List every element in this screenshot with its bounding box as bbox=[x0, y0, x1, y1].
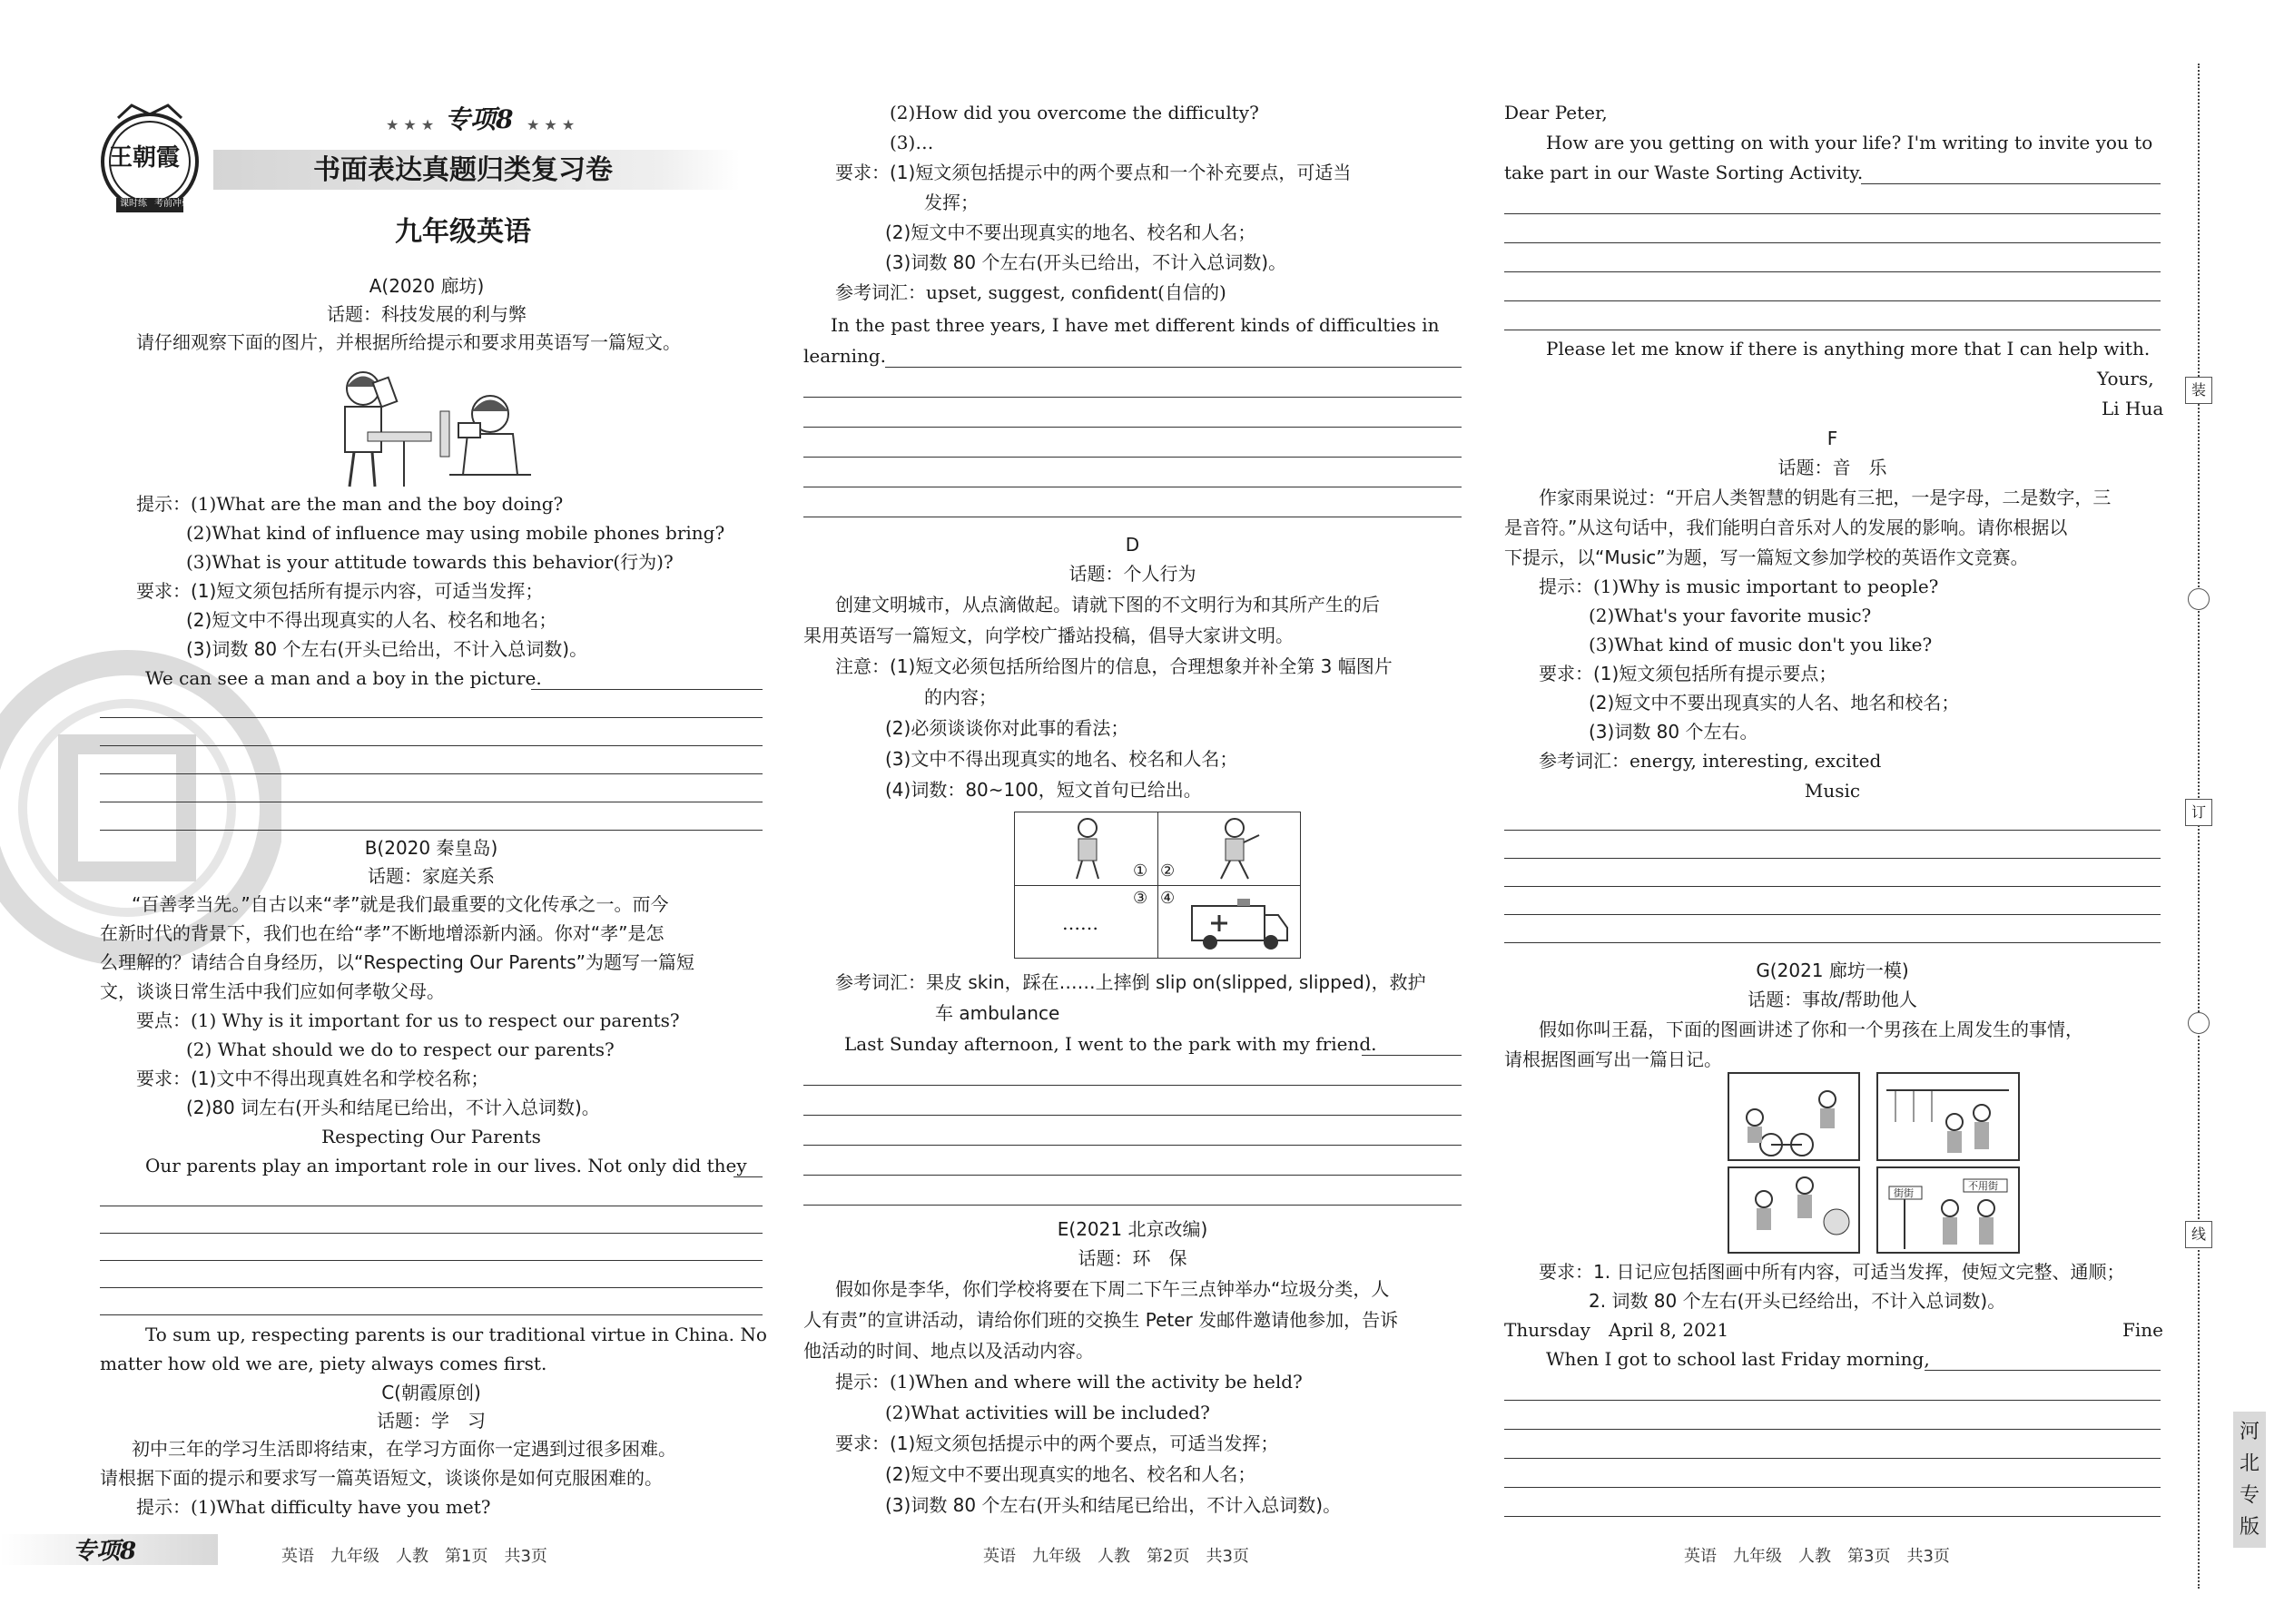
sectionE-topic: 话题：环 保 bbox=[1078, 1247, 1187, 1269]
writing-line[interactable] bbox=[1504, 242, 2161, 243]
sectionC-vocab: 参考词汇：upset, suggest, confident(自信的) bbox=[835, 281, 1226, 303]
sectionA-hint-1: 提示：(1)What are the man and the boy doing? bbox=[136, 493, 564, 515]
writing-line[interactable] bbox=[1504, 213, 2161, 214]
sectionE-closing: Please let me know if there is anything more that I can help with. bbox=[1546, 338, 2151, 359]
sectionG-date: Thursday April 8, 2021 bbox=[1504, 1319, 1729, 1341]
stars-left: ★ ★ ★ bbox=[386, 116, 435, 133]
sectionG-intro-1: 假如你叫王磊，下面的图画讲述了你和一个男孩在上周发生的事情， bbox=[1539, 1019, 2083, 1040]
sectionF-vocab: 参考词汇：energy, interesting, excited bbox=[1539, 750, 1882, 772]
sectionB-intro-3: 么理解的？请结合自身经历，以“Respecting Our Parents”为题写一篇短 bbox=[100, 951, 695, 973]
writing-line[interactable] bbox=[100, 773, 763, 774]
page-subtitle: 九年级英语 bbox=[395, 216, 531, 248]
sectionD-note-5: (4)词数：80~100，短文首句已给出。 bbox=[885, 779, 1202, 801]
sectionA-req-1: 要求：(1)短文须包括所有提示内容，可适当发挥； bbox=[136, 580, 544, 602]
sectionA-hint-2: (2)What kind of influence may using mobile phones bring? bbox=[186, 522, 725, 544]
writing-line[interactable] bbox=[1504, 1516, 2161, 1517]
writing-line[interactable] bbox=[1504, 830, 2161, 831]
sectionD-note-3: (2)必须谈谈你对此事的看法； bbox=[885, 717, 1129, 739]
sectionC-req-3: (2)短文中不要出现真实的地名、校名和人名； bbox=[885, 221, 1256, 243]
writing-line[interactable] bbox=[803, 397, 1462, 398]
sectionF-hint-2: (2)What's your favorite music? bbox=[1589, 605, 1872, 626]
writing-line[interactable] bbox=[100, 1233, 763, 1234]
sectionA-req-2: (2)短文中不得出现真实的人名、校名和地名； bbox=[186, 609, 557, 631]
sectionE-opening-1: How are you getting on with your life? I'm writing to invite you to bbox=[1546, 132, 2153, 153]
sectionD-vocab-2: 车 ambulance bbox=[935, 1002, 1060, 1024]
sectionF-head: F bbox=[1826, 428, 1838, 449]
writing-line[interactable] bbox=[1861, 183, 2161, 184]
sectionE-req-2: (2)短文中不要出现真实的地名、校名和人名； bbox=[885, 1463, 1256, 1485]
sectionD-head: D bbox=[1125, 534, 1140, 556]
sectionC-intro-2: 请根据下面的提示和要求写一篇英语短文，谈谈你是如何克服困难的。 bbox=[100, 1467, 663, 1489]
sectionG-opening: When I got to school last Friday morning, bbox=[1546, 1348, 1930, 1370]
writing-line[interactable] bbox=[1504, 886, 2161, 887]
sectionG-req-2: 2. 词数 80 个左右(开头已经给出，不计入总词数)。 bbox=[1589, 1290, 2006, 1312]
writing-line[interactable] bbox=[1504, 271, 2161, 272]
sectionE-intro-2: 人有责”的宣讲活动，请给你们班的交换生 Peter 发邮件邀请他参加，告诉 bbox=[803, 1309, 1399, 1331]
sectionG-req-1: 要求：1. 日记应包括图画中所有内容，可适当发挥，使短文完整、通顺； bbox=[1539, 1261, 2125, 1283]
sectionB-intro-2: 在新时代的背景下，我们也在给“孝”不断地增添新内涵。你对“孝”是怎 bbox=[100, 922, 665, 944]
writing-line[interactable] bbox=[1504, 1400, 2161, 1401]
sectionA-req-3: (3)词数 80 个左右(开头已给出，不计入总词数)。 bbox=[186, 638, 588, 660]
footer-page-3: 英语 九年级 人教 第3页 共3页 bbox=[1684, 1547, 1950, 1566]
writing-line[interactable] bbox=[803, 1205, 1462, 1206]
sectionD-vocab-1: 参考词汇：果皮 skin，踩在……上摔倒 slip on(slipped, slipped)，救护 bbox=[835, 971, 1426, 993]
sectionF-intro-1: 作家雨果说过：“开启人类智慧的钥匙有三把，一是字母，二是数字，三 bbox=[1539, 487, 2112, 508]
writing-line[interactable] bbox=[1504, 1429, 2161, 1430]
sectionC-intro-1: 初中三年的学习生活即将结束，在学习方面你一定遇到过很多困难。 bbox=[132, 1438, 676, 1460]
sectionE-hint-2: (2)What activities will be included? bbox=[885, 1402, 1210, 1423]
writing-line[interactable] bbox=[733, 1176, 763, 1177]
writing-line[interactable] bbox=[803, 457, 1462, 458]
writing-line[interactable] bbox=[100, 745, 763, 746]
writing-line[interactable] bbox=[1504, 1458, 2161, 1459]
sectionD-intro-2: 果用英语写一篇短文，向学校广播站投稿，倡导大家讲文明。 bbox=[803, 625, 1294, 646]
writing-line[interactable] bbox=[100, 1260, 763, 1261]
writing-line[interactable] bbox=[1362, 1055, 1462, 1056]
sectionF-req-3: (3)词数 80 个左右。 bbox=[1589, 721, 1758, 743]
sectionF-hint-3: (3)What kind of music don't you like? bbox=[1589, 634, 1933, 655]
page-title: 书面表达真题归类复习卷 bbox=[313, 154, 613, 186]
sectionC-req-4: (3)词数 80 个左右(开头已给出，不计入总词数)。 bbox=[885, 251, 1287, 273]
sectionB-point-1: 要点：(1) Why is it important for us to respect our parents? bbox=[136, 1009, 680, 1031]
throwing-peel-figure bbox=[1203, 815, 1266, 881]
binding-mark-2: 订 bbox=[2185, 799, 2212, 826]
sectionB-head: B(2020 秦皇岛) bbox=[364, 837, 498, 859]
sectionF-essay-title: Music bbox=[1804, 780, 1861, 802]
footer-page-2: 英语 九年级 人教 第2页 共3页 bbox=[983, 1547, 1249, 1566]
sectionE-req-1: 要求：(1)短文须包括提示中的两个要点，可适当发挥； bbox=[835, 1432, 1279, 1454]
sectionC-hint-1: 提示：(1)What difficulty have you met? bbox=[136, 1496, 491, 1518]
sectionB-opening: Our parents play an important role in our lives. Not only did they bbox=[145, 1155, 747, 1176]
sectionB-closing-1: To sum up, respecting parents is our traditional virtue in China. No bbox=[145, 1324, 767, 1345]
sectionE-intro-1: 假如你是李华，你们学校将要在下周二下午三点钟举办“垃圾分类，人 bbox=[835, 1278, 1390, 1300]
writing-line[interactable] bbox=[1504, 300, 2161, 301]
sectionC-req-1: 要求：(1)短文须包括提示中的两个要点和一个补充要点，可适当 bbox=[835, 162, 1352, 183]
sectionE-salutation: Dear Peter, bbox=[1504, 102, 1608, 123]
writing-line[interactable] bbox=[531, 689, 763, 690]
panel-4-label: ④ bbox=[1160, 889, 1176, 908]
writing-line[interactable] bbox=[803, 1145, 1462, 1146]
sectionC-head: C(朝霞原创) bbox=[381, 1382, 481, 1403]
sectionG-intro-2: 请根据图画写出一篇日记。 bbox=[1504, 1048, 1722, 1070]
writing-line[interactable] bbox=[100, 1314, 763, 1315]
sectionA-hint-3: (3)What is your attitude towards this behavior(行为)? bbox=[186, 551, 674, 573]
binding-mark-1: 装 bbox=[2185, 377, 2212, 404]
sectionF-req-1: 要求：(1)短文须包括所有提示要点； bbox=[1539, 663, 1837, 684]
writing-line[interactable] bbox=[1504, 1487, 2161, 1488]
sectionG-topic: 话题：事故/帮助他人 bbox=[1748, 989, 1917, 1010]
sectionE-req-3: (3)词数 80 个左右(开头和结尾已给出，不计入总词数)。 bbox=[885, 1494, 1342, 1516]
writing-line[interactable] bbox=[1925, 1370, 2161, 1371]
sectionE-opening-2: take part in our Waste Sorting Activity. bbox=[1504, 162, 1864, 183]
binding-line bbox=[2198, 64, 2200, 1589]
brand-tag-right: 考前冲刺 bbox=[154, 199, 191, 209]
writing-line[interactable] bbox=[1504, 914, 2161, 915]
sign-text-2: 不用街 bbox=[1968, 1180, 1998, 1192]
sectionC-hint-2: (2)How did you overcome the difficulty? bbox=[890, 102, 1259, 123]
sectionD-topic: 话题：个人行为 bbox=[1068, 563, 1196, 585]
sectionC-opening-1: In the past three years, I have met different kinds of difficulties in bbox=[831, 314, 1440, 336]
stars-right: ★ ★ ★ bbox=[527, 116, 576, 133]
edition-label: 河北专版 bbox=[2239, 1421, 2260, 1539]
sectionG-weather: Fine bbox=[2122, 1319, 2163, 1341]
sectionC-opening-2: learning. bbox=[803, 345, 887, 367]
sectionA-opening: We can see a man and a boy in the picture. bbox=[145, 667, 542, 689]
binding-hole bbox=[2188, 1012, 2210, 1034]
sectionC-topic: 话题：学 习 bbox=[377, 1410, 486, 1432]
sectionD-note-2: 的内容； bbox=[924, 686, 997, 708]
sectionA-illustration bbox=[313, 361, 536, 488]
sectionE-signoff: Yours, bbox=[2097, 368, 2154, 389]
writing-line[interactable] bbox=[1504, 858, 2161, 859]
sectionB-topic: 话题：家庭关系 bbox=[368, 865, 495, 887]
sign-text-1: 街街 bbox=[1894, 1187, 1914, 1199]
writing-line[interactable] bbox=[100, 717, 763, 718]
sectionC-hint-3: (3)… bbox=[890, 132, 934, 153]
sectionD-intro-1: 创建文明城市，从点滴做起。请就下图的不文明行为和其所产生的后 bbox=[835, 594, 1380, 615]
sectionB-intro-4: 文，谈谈日常生活中我们应如何孝敬父母。 bbox=[100, 980, 445, 1002]
writing-line[interactable] bbox=[803, 1175, 1462, 1176]
sectionE-hint-1: 提示：(1)When and where will the activity be held? bbox=[835, 1371, 1303, 1393]
sectionF-intro-3: 下提示，以“Music”为题，写一篇短文参加学校的英语作文竞赛。 bbox=[1504, 546, 2029, 568]
writing-line[interactable] bbox=[803, 1115, 1462, 1116]
sectionE-name: Li Hua bbox=[2102, 398, 2164, 419]
footer-page-1: 英语 九年级 人教 第1页 共3页 bbox=[281, 1547, 547, 1566]
sectionF-req-2: (2)短文中不要出现真实的人名、地名和校名； bbox=[1589, 692, 1960, 714]
writing-line[interactable] bbox=[100, 1287, 763, 1288]
sectionA-head: A(2020 廊坊) bbox=[369, 275, 485, 297]
writing-line[interactable] bbox=[803, 427, 1462, 428]
sectionC-req-2: 发挥； bbox=[924, 192, 979, 213]
sectionG-picture bbox=[1728, 1072, 2020, 1254]
sectionB-essay-title: Respecting Our Parents bbox=[321, 1126, 541, 1147]
picture-divider-v bbox=[1157, 812, 1158, 959]
series-label: 专项8 bbox=[445, 104, 514, 134]
sectionF-hint-1: 提示：(1)Why is music important to people? bbox=[1539, 576, 1939, 597]
sectionD-note-4: (3)文中不得出现真实的地名、校名和人名； bbox=[885, 748, 1238, 770]
writing-line[interactable] bbox=[1504, 942, 2161, 943]
writing-line[interactable] bbox=[885, 367, 1462, 368]
brand-name: 王朝霞 bbox=[109, 144, 181, 172]
sectionF-topic: 话题：音 乐 bbox=[1777, 457, 1887, 478]
sectionA-topic: 话题：科技发展的利与弊 bbox=[327, 303, 527, 325]
sectionE-intro-3: 他活动的时间、地点以及活动内容。 bbox=[803, 1340, 1094, 1362]
panel-3-label: ③ bbox=[1133, 889, 1148, 908]
sectionA-instruction: 请仔细观察下面的图片，并根据所给提示和要求用英语写一篇短文。 bbox=[136, 331, 681, 353]
sectionE-head: E(2021 北京改编) bbox=[1057, 1218, 1208, 1240]
sectionD-note-1: 注意：(1)短文必须包括所给图片的信息，合理想象并补全第 3 幅图片 bbox=[835, 655, 1393, 677]
sectionB-closing-2: matter how old we are, piety always comes first. bbox=[100, 1353, 547, 1374]
sectionF-intro-2: 是音符。”从这句话中，我们能明白音乐对人的发展的影响。请你根据以 bbox=[1504, 517, 2068, 538]
writing-line[interactable] bbox=[100, 830, 763, 831]
sectionB-req-2: (2)80 词左右(开头和结尾已给出，不计入总词数)。 bbox=[186, 1097, 600, 1118]
footer-series-tag: 专项8 bbox=[73, 1538, 137, 1565]
panel-1-label: ① bbox=[1133, 861, 1148, 881]
walking-boy-figure bbox=[1060, 815, 1115, 881]
panel-2-label: ② bbox=[1160, 861, 1176, 881]
sectionB-intro-1: “百善孝当先。”自古以来“孝”就是我们最重要的文化传承之一。而今 bbox=[132, 893, 669, 915]
sectionD-opening: Last Sunday afternoon, I went to the park with my friend. bbox=[844, 1033, 1377, 1055]
sectionB-point-2: (2) What should we do to respect our parents? bbox=[186, 1038, 615, 1060]
sectionB-req-1: 要求：(1)文中不得出现真姓名和学校名称； bbox=[136, 1068, 489, 1089]
binding-hole bbox=[2188, 588, 2210, 610]
writing-line[interactable] bbox=[803, 1085, 1462, 1086]
ambulance-icon bbox=[1187, 891, 1292, 953]
brand-tag-left: 课时练 bbox=[120, 199, 147, 209]
binding-mark-3: 线 bbox=[2185, 1221, 2212, 1248]
sectionG-head: G(2021 廊坊一模) bbox=[1756, 960, 1909, 981]
panel-3-text: …… bbox=[1062, 912, 1098, 934]
